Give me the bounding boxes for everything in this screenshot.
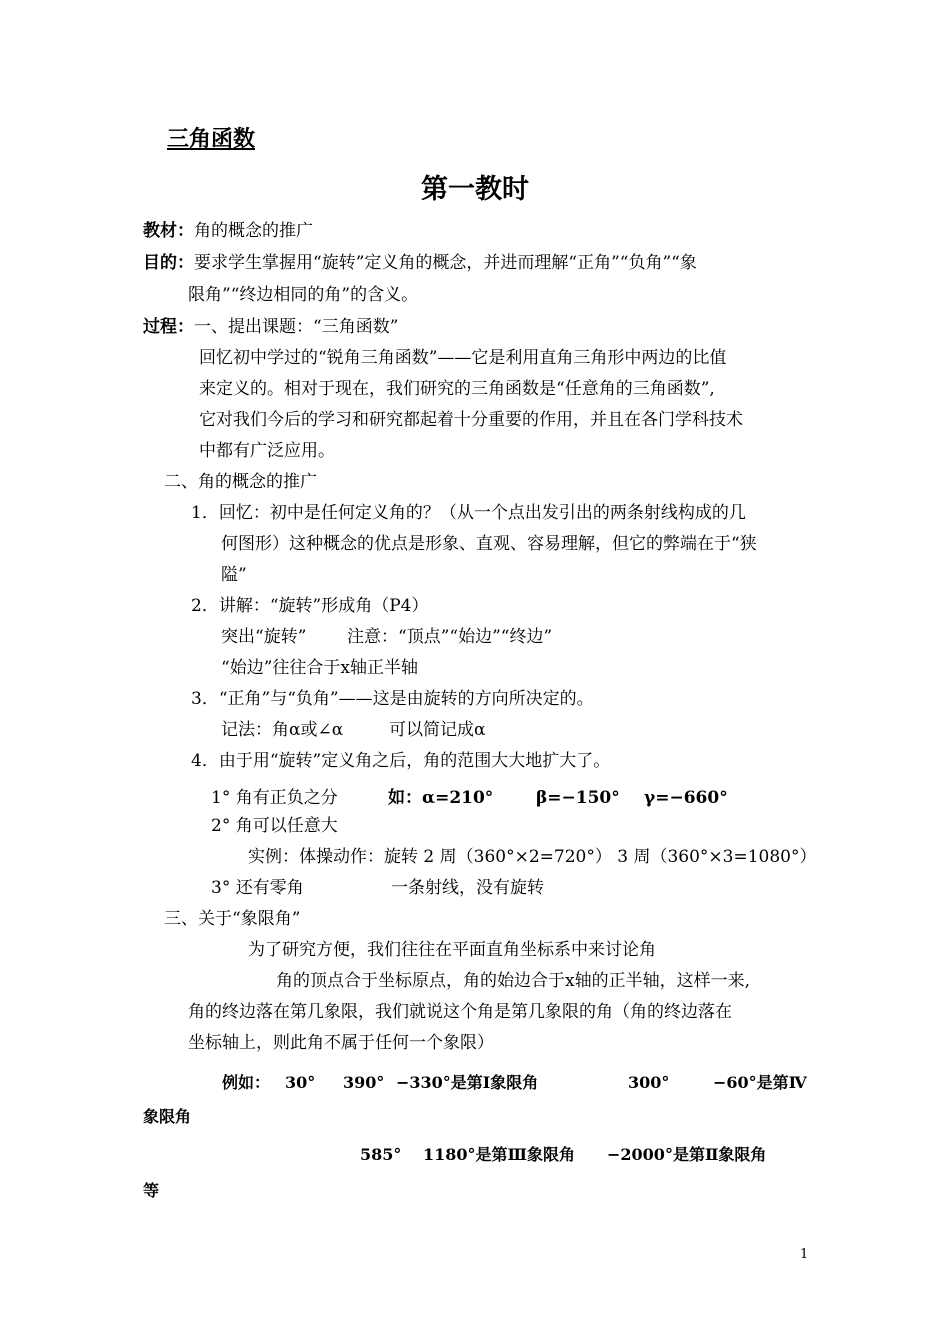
sub-point-1-example: γ=−660° [644, 788, 728, 808]
section-1-paragraph: 中都有广泛应用。 [199, 441, 335, 461]
process-line [143, 316, 398, 338]
material-label: 教材： [143, 221, 194, 241]
sub-point-2: 2° 角可以任意大 [211, 816, 338, 836]
sub-point-2-example: 实例：体操动作：旋转 2 周（360°×2=720°） 3 周（360°×3=1080°） [248, 847, 817, 867]
page-number: 1 [800, 1247, 809, 1262]
item-2-highlight: 突出“旋转” [221, 627, 307, 647]
item-2-note: 注意：“顶点”“始边”“终边” [347, 627, 553, 647]
item-1: 隘” [221, 565, 247, 585]
sub-point-1-example: β=−150° [536, 788, 620, 808]
item-3-notation: 记法：角α或∠α [221, 720, 344, 740]
example-wrap: 等 [143, 1181, 160, 1200]
example-angle-quadrant: −330°是第Ⅰ象限角 [396, 1073, 539, 1092]
section-1-paragraph: 来定义的。相对于现在，我们研究的三角函数是“任意角的三角函数”, [199, 379, 715, 399]
section-2-title: 二、角的概念的推广 [164, 472, 317, 492]
item-3: 3．“正角”与“负角”——这是由旋转的方向所决定的。 [191, 689, 594, 709]
item-2: 2．讲解：“旋转”形成角（P4） [191, 596, 429, 616]
section-1-title: 一、提出课题：“三角函数” [194, 317, 399, 337]
example-label: 例如： [222, 1073, 271, 1092]
section-3-paragraph: 角的顶点合于坐标原点，角的始边合于x轴的正半轴，这样一来, [276, 971, 750, 991]
goal-line-2: 限角”“终边相同的角”的含义。 [188, 285, 419, 305]
example-angle-quadrant: −60°是第Ⅳ [713, 1073, 807, 1092]
section-3-title: 三、关于“象限角” [164, 909, 301, 929]
material-text: 角的概念的推广 [194, 221, 313, 241]
lesson-title: 第一教时 [421, 174, 529, 205]
item-2-initial-side: “始边”往往合于x轴正半轴 [221, 658, 418, 678]
section-heading: 三角函数 [167, 127, 256, 152]
item-1: 何图形）这种概念的优点是形象、直观、容易理解，但它的弊端在于“狭 [221, 534, 757, 554]
example-angle: 390° [343, 1073, 385, 1092]
example-angle-quadrant: −2000°是第Ⅱ象限角 [607, 1145, 767, 1164]
item-1: 1．回忆：初中是任何定义角的？（从一个点出发引出的两条射线构成的几 [191, 503, 746, 523]
item-3-notation-short: 可以简记成α [389, 720, 486, 740]
example-angle: 585° [360, 1145, 402, 1164]
goal-line-1: 目的：要求学生掌握用“旋转”定义角的概念，并进而理解“正角”“负角”“象 [143, 253, 697, 273]
process-label: 过程： [143, 317, 194, 337]
section-1-paragraph: 它对我们今后的学习和研究都起着十分重要的作用，并且在各门学科技术 [199, 410, 743, 430]
sub-point-1: 1° 角有正负之分 [211, 788, 338, 808]
material-line [143, 220, 313, 242]
item-4: 4．由于用“旋转”定义角之后，角的范围大大地扩大了。 [191, 751, 611, 771]
sub-point-3-note: 一条射线，没有旋转 [391, 878, 544, 898]
example-angle: 30° [285, 1073, 316, 1092]
sub-point-1-example: 如：α=210° [388, 788, 494, 808]
example-angle: 300° [628, 1073, 670, 1092]
section-3-paragraph: 为了研究方便，我们往往在平面直角坐标系中来讨论角 [248, 940, 656, 960]
goal-label: 目的： [143, 253, 194, 273]
example-angle-quadrant: 1180°是第Ⅲ象限角 [423, 1145, 576, 1164]
sub-point-3: 3° 还有零角 [211, 878, 304, 898]
section-1-paragraph: 回忆初中学过的“锐角三角函数”——它是利用直角三角形中两边的比值 [199, 348, 727, 368]
example-wrap: 象限角 [143, 1107, 192, 1126]
section-3-paragraph: 角的终边落在第几象限，我们就说这个角是第几象限的角（角的终边落在 [188, 1002, 732, 1022]
section-3-paragraph: 坐标轴上，则此角不属于任何一个象限） [188, 1033, 494, 1053]
